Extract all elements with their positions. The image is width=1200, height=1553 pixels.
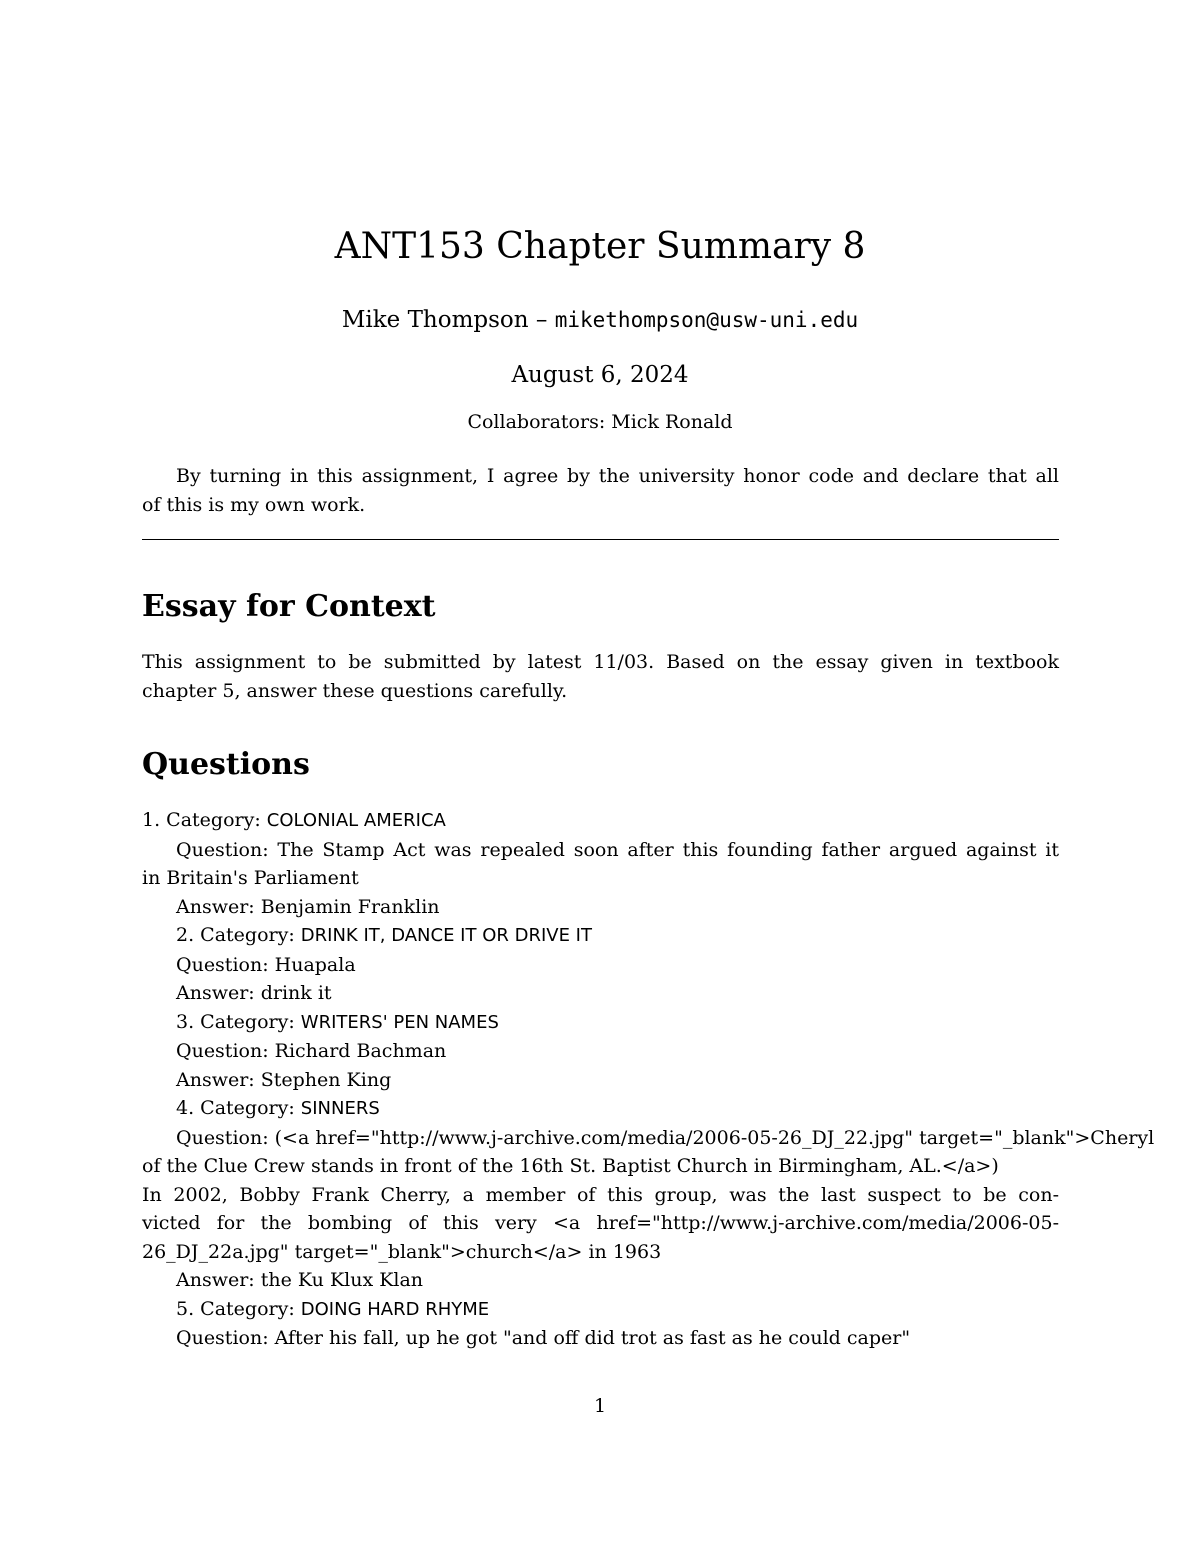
q3-answer: Answer: Stephen King (176, 1068, 392, 1091)
q2-category-label: 2. Category: (176, 924, 301, 946)
honor-line-2: of this is my own work. (142, 493, 366, 516)
q1-category (142, 806, 1059, 836)
section-heading-questions: Questions (142, 747, 310, 782)
q5-category-value: DOING HARD RHYME (300, 1298, 490, 1320)
section-heading-context: Essay for Context (142, 589, 436, 624)
q5-question: Question: After his fall, up he got "and off did trot as fast as he could caper" (176, 1327, 911, 1349)
q4-question-line-3: In 2002, Bobby Frank Cherry, a member of this group, was the last suspect to be con- (142, 1183, 1059, 1206)
honor-line-1: By turning in this assignment, I agree by the university honor code and declare that all (176, 465, 1059, 487)
document-title: ANT153 Chapter Summary 8 (334, 226, 866, 267)
q4-question-line-2: of the Clue Crew stands in front of the 16th St. Baptist Church in Birmingham, AL.</a>) (142, 1155, 999, 1177)
page-number: 1 (593, 1395, 607, 1417)
q2-answer: Answer: drink it (176, 982, 332, 1004)
q4-question-line-5: 26_DJ_22a.jpg" target="_blank">church</a> in 1963 (142, 1240, 662, 1263)
q4-category-value: SINNERS (300, 1098, 380, 1119)
context-line-1: This assignment to be submitted by latest 11/03. Based on the essay given in textbook (142, 651, 1059, 673)
q1-question-line-1: Question: The Stamp Act was repealed soon after this founding father argued against it (176, 838, 1059, 861)
q3-category (142, 1008, 1059, 1038)
q3-category-label: 3. Category: (176, 1010, 301, 1033)
q4-category-label: 4. Category: (176, 1097, 301, 1119)
context-line-2: chapter 5, answer these questions carefully. (142, 679, 568, 702)
q4-question-line-4: victed for the bombing of this very <a href="http://www.j-archive.com/media/2006-05- (142, 1212, 1059, 1234)
q2-question: Question: Huapala (176, 953, 356, 976)
q4-question-line-1: Question: (<a href="http://www.j-archive.com/media/2006-05-26_DJ_22.jpg" target="_blank">Cheryl (176, 1126, 1155, 1149)
q5-category-label: 5. Category: (176, 1297, 301, 1320)
q4-category (142, 1094, 1059, 1124)
q1-category-value: COLONIAL AMERICA (266, 810, 446, 831)
q1-question-line-2: in Britain's Parliament (142, 867, 359, 889)
horizontal-rule (142, 539, 1059, 540)
author-email: mikethompson@usw-uni.edu (554, 308, 859, 332)
questions-list (142, 806, 1155, 1353)
collaborators: Collaborators: Mick Ronald (467, 411, 733, 433)
q5-category (142, 1295, 1059, 1325)
q1-category-label: 1. Category: (142, 809, 267, 831)
honor-statement (142, 462, 1059, 519)
q3-question: Question: Richard Bachman (176, 1040, 447, 1062)
author-line (0, 304, 1200, 336)
q2-category-value: DRINK IT, DANCE IT OR DRIVE IT (300, 925, 592, 946)
q4-answer: Answer: the Ku Klux Klan (176, 1269, 424, 1291)
document-date: August 6, 2024 (511, 362, 689, 388)
q3-category-value: WRITERS' PEN NAMES (300, 1011, 499, 1033)
q2-category (142, 921, 1059, 951)
q1-answer: Answer: Benjamin Franklin (176, 895, 440, 918)
author-name: Mike Thompson – (341, 307, 555, 333)
context-paragraph (142, 648, 1059, 705)
